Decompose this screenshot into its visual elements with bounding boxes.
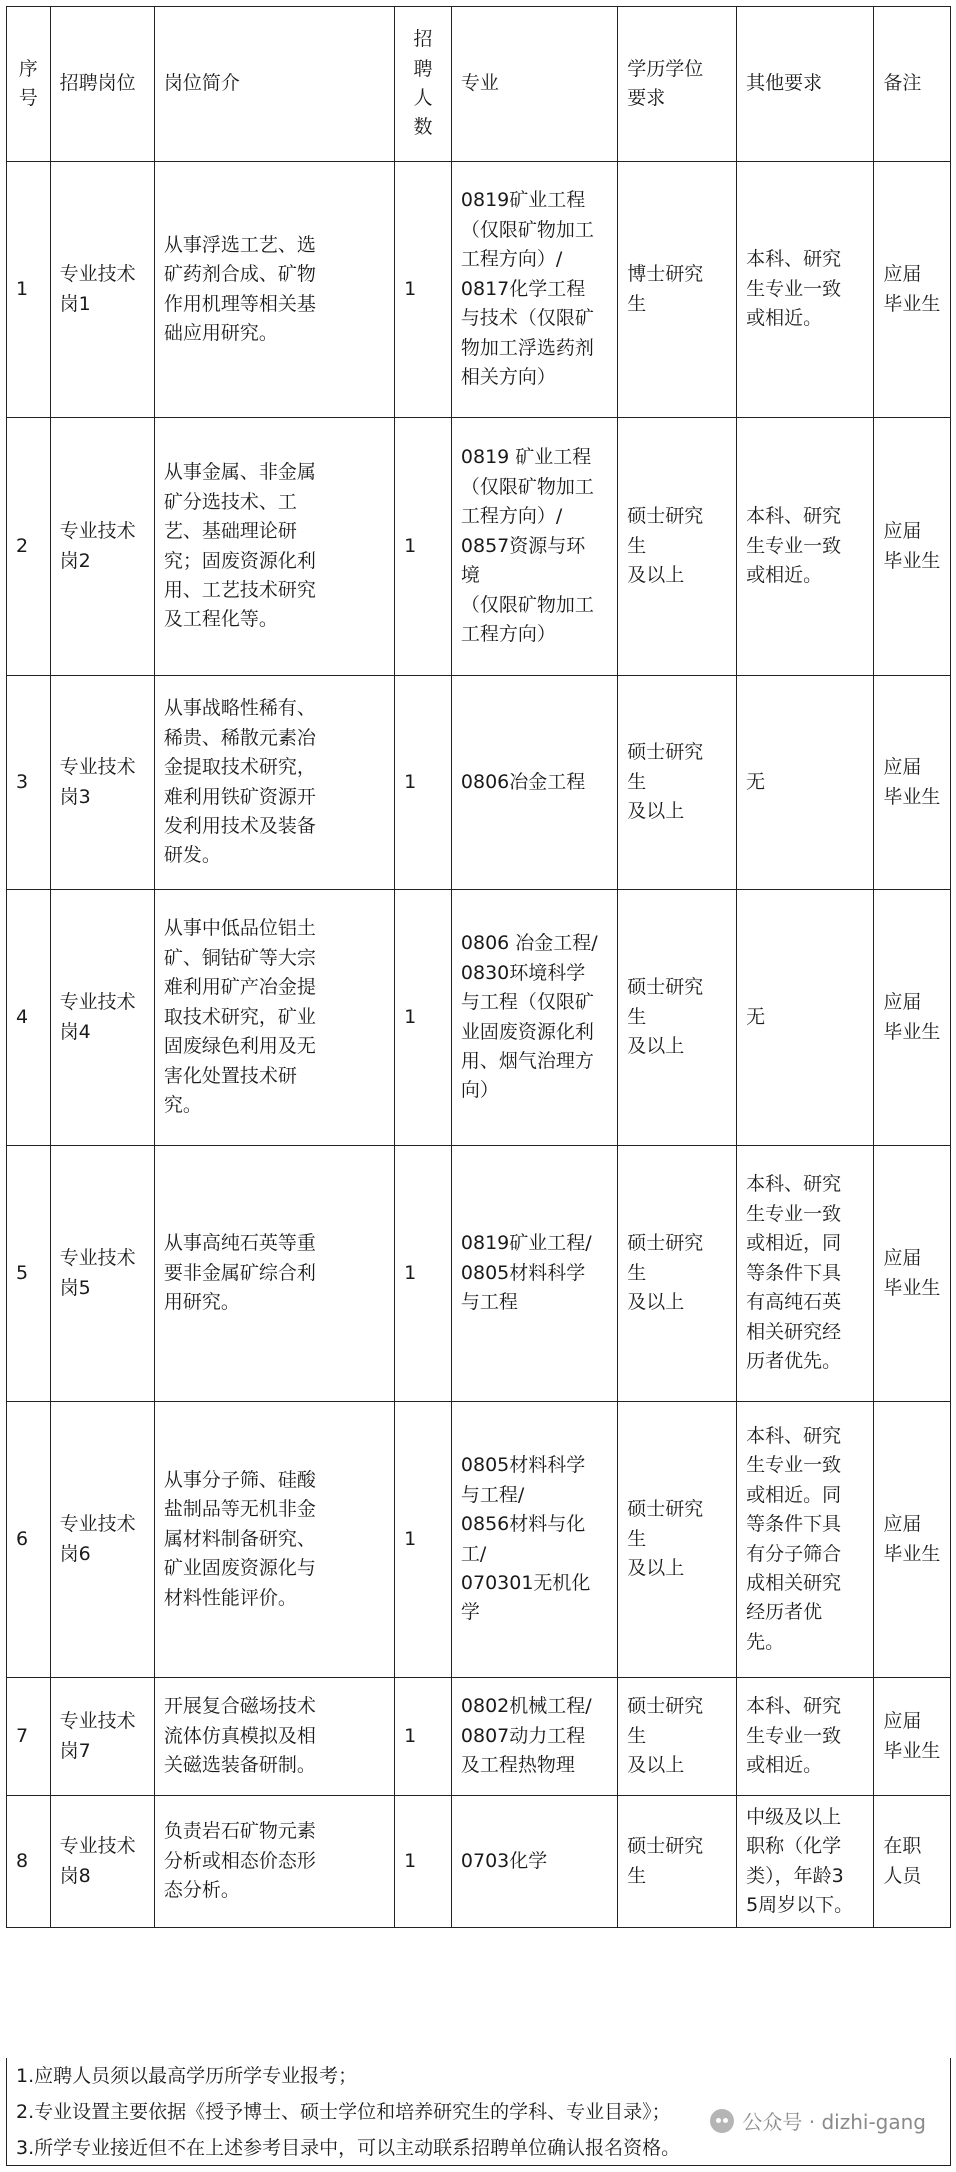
cell-seq: [7, 162, 51, 418]
table-row: [7, 162, 951, 418]
cell-intro-text: 从事浮选工艺、选 矿药剂合成、矿物 作用机理等相关基 础应用研究。: [163, 233, 316, 344]
cell-intro-text: 从事金属、非金属 矿分选技术、工 艺、基础理论研 究；固废资源化利 用、工艺技术研究 及工程化等。: [163, 461, 316, 631]
cell-degree-text: 硕士研究 生 及以上: [627, 505, 704, 587]
cell-intro-text: 从事战略性稀有、 稀贵、稀散元素冶 金提取技术研究， 难利用铁矿资源开 发利用技术及装备 研发。: [163, 697, 316, 867]
cell-degree: [618, 1402, 737, 1678]
cell-degree-text: 硕士研究 生 及以上: [627, 1232, 704, 1314]
cell-seq-text: 8: [16, 1849, 29, 1872]
cell-remark: [874, 1146, 951, 1402]
cell-degree-text: 博士研究 生: [627, 263, 704, 315]
cell-position-text: 专业技术 岗7: [59, 1710, 136, 1762]
cell-seq-text: 1: [16, 277, 29, 300]
table-row: [7, 1402, 951, 1678]
cell-count: [395, 890, 452, 1146]
header-count: 招 聘 人 数: [395, 7, 452, 162]
recruitment-table: [6, 6, 951, 1928]
header-major: 专业: [451, 7, 617, 162]
table-header-row: [7, 7, 951, 162]
cell-intro-text: 从事高纯石英等重 要非金属矿综合利 用研究。: [163, 1232, 316, 1314]
cell-count: [395, 1402, 452, 1678]
cell-count-text: 1: [404, 534, 417, 557]
cell-remark: [874, 1402, 951, 1678]
cell-major: [451, 1678, 617, 1796]
cell-major: [451, 676, 617, 890]
cell-remark-text: 应届 毕业生: [883, 1247, 941, 1299]
cell-intro: [154, 1796, 394, 1928]
cell-other-text: 中级及以上 职称（化学 类），年龄3 5周岁以下。: [746, 1805, 854, 1916]
cell-degree: [618, 1678, 737, 1796]
cell-remark-text: 应届 毕业生: [883, 1710, 941, 1762]
cell-major-text: 0819矿业工程 （仅限矿物加工 工程方向）/ 0817化学工程 与技术（仅限矿 物加工浮选药剂 相关方向）: [460, 189, 594, 389]
cell-intro: [154, 162, 394, 418]
cell-position-text: 专业技术 岗2: [59, 520, 136, 572]
cell-major: [451, 418, 617, 676]
cell-remark-text: 在职 人员: [883, 1835, 922, 1887]
cell-degree-text: 硕士研究 生: [627, 1835, 704, 1887]
cell-seq-text: 7: [16, 1724, 29, 1747]
cell-count: [395, 1678, 452, 1796]
cell-other: [737, 1796, 874, 1928]
cell-seq: [7, 1146, 51, 1402]
cell-major-text: 0802机械工程/ 0807动力工程 及工程热物理: [460, 1695, 592, 1777]
cell-other-text: 本科、研究 生专业一致 或相近。: [746, 248, 842, 330]
cell-intro-text: 开展复合磁场技术 流体仿真模拟及相 关磁选装备研制。: [163, 1695, 316, 1777]
watermark: [710, 2106, 926, 2135]
cell-intro: [154, 1146, 394, 1402]
cell-position: [50, 1402, 154, 1678]
cell-position: [50, 1146, 154, 1402]
cell-degree-text: 硕士研究 生 及以上: [627, 741, 704, 823]
cell-position-text: 专业技术 岗3: [59, 756, 136, 808]
cell-major: [451, 1146, 617, 1402]
cell-count-text: 1: [404, 1527, 417, 1550]
cell-count: [395, 162, 452, 418]
cell-degree-text: 硕士研究 生 及以上: [627, 976, 704, 1058]
wechat-icon: [710, 2109, 734, 2133]
cell-remark-text: 应届 毕业生: [883, 756, 941, 808]
cell-other-text: 本科、研究 生专业一致 或相近。同 等条件下具 有分子筛合 成相关研究 经历者优 先。: [746, 1424, 842, 1653]
table-row: [7, 676, 951, 890]
cell-degree: [618, 676, 737, 890]
cell-seq: [7, 890, 51, 1146]
cell-count-text: 1: [404, 1261, 417, 1284]
cell-position: [50, 1678, 154, 1796]
cell-remark: [874, 1796, 951, 1928]
cell-remark-text: 应届 毕业生: [883, 991, 941, 1043]
note-line: 2.专业设置主要依据《授予博士、硕士学位和培养研究生的学科、专业目录》；: [16, 2101, 671, 2123]
cell-other: [737, 1402, 874, 1678]
cell-seq-text: 5: [16, 1261, 29, 1284]
cell-position-text: 专业技术 岗5: [59, 1247, 136, 1299]
header-other: 其他要求: [737, 7, 874, 162]
cell-intro: [154, 418, 394, 676]
cell-other: [737, 1678, 874, 1796]
cell-remark: [874, 418, 951, 676]
cell-other: [737, 890, 874, 1146]
cell-other-text: 无: [746, 1005, 766, 1028]
cell-major-text: 0806冶金工程: [460, 770, 586, 793]
table-body: [7, 7, 951, 1928]
cell-seq-text: 6: [16, 1527, 29, 1550]
cell-position-text: 专业技术 岗8: [59, 1835, 136, 1887]
header-remark: 备注: [874, 7, 951, 162]
header-degree: 学历学位 要求: [618, 7, 737, 162]
cell-count: [395, 676, 452, 890]
cell-major: [451, 1796, 617, 1928]
cell-remark-text: 应届 毕业生: [883, 263, 941, 315]
cell-major-text: 0819矿业工程/ 0805材料科学 与工程: [460, 1232, 592, 1314]
table-row: [7, 1678, 951, 1796]
cell-other-text: 本科、研究 生专业一致 或相近。: [746, 1695, 842, 1777]
note-line: 3.所学专业接近但不在上述参考目录中，可以主动联系招聘单位确认报名资格。: [16, 2137, 681, 2159]
cell-other-text: 本科、研究 生专业一致 或相近。: [746, 505, 842, 587]
cell-remark: [874, 676, 951, 890]
cell-position-text: 专业技术 岗4: [59, 991, 136, 1043]
cell-other: [737, 418, 874, 676]
cell-major-text: 0805材料科学 与工程/ 0856材料与化 工/ 070301无机化 学: [460, 1454, 591, 1624]
cell-position: [50, 1796, 154, 1928]
cell-count-text: 1: [404, 277, 417, 300]
cell-position-text: 专业技术 岗1: [59, 263, 136, 315]
cell-major: [451, 890, 617, 1146]
header-intro: 岗位简介: [154, 7, 394, 162]
cell-remark: [874, 890, 951, 1146]
cell-remark-text: 应届 毕业生: [883, 1513, 941, 1565]
cell-other: [737, 162, 874, 418]
cell-remark: [874, 162, 951, 418]
cell-count-text: 1: [404, 1005, 417, 1028]
cell-major-text: 0703化学: [460, 1849, 548, 1872]
cell-count: [395, 1146, 452, 1402]
cell-intro-text: 从事中低品位铝土 矿、铜钴矿等大宗 难利用矿产冶金提 取技术研究，矿业 固废绿色利用及无 害化处置技术研 究。: [163, 917, 316, 1117]
watermark-text: 公众号 · dizhi-gang: [742, 2110, 926, 2134]
cell-other-text: 本科、研究 生专业一致 或相近，同 等条件下具 有高纯石英 相关研究经 历者优先。: [746, 1173, 842, 1373]
cell-count-text: 1: [404, 1849, 417, 1872]
cell-major-text: 0806 冶金工程/ 0830环境科学 与工程（仅限矿 业固废资源化利 用、烟气治理方 向）: [460, 932, 598, 1102]
note-line: 1.应聘人员须以最高学历所学专业报考；: [16, 2065, 358, 2087]
header-seq: 序 号: [7, 7, 51, 162]
cell-seq-text: 3: [16, 770, 29, 793]
cell-major: [451, 162, 617, 418]
table-row: [7, 1796, 951, 1928]
cell-seq: [7, 1678, 51, 1796]
table-row: [7, 1146, 951, 1402]
cell-count-text: 1: [404, 770, 417, 793]
cell-degree: [618, 890, 737, 1146]
cell-major: [451, 1402, 617, 1678]
cell-intro-text: 从事分子筛、硅酸 盐制品等无机非金 属材料制备研究、 矿业固废资源化与 材料性能评价。: [163, 1468, 316, 1609]
header-position: 招聘岗位: [50, 7, 154, 162]
cell-position: [50, 890, 154, 1146]
cell-seq: [7, 418, 51, 676]
table-row: [7, 890, 951, 1146]
cell-seq-text: 2: [16, 534, 29, 557]
cell-position-text: 专业技术 岗6: [59, 1513, 136, 1565]
cell-degree: [618, 1146, 737, 1402]
cell-remark: [874, 1678, 951, 1796]
cell-intro: [154, 890, 394, 1146]
cell-intro: [154, 676, 394, 890]
cell-seq-text: 4: [16, 1005, 29, 1028]
cell-count-text: 1: [404, 1724, 417, 1747]
cell-position: [50, 418, 154, 676]
cell-remark-text: 应届 毕业生: [883, 520, 941, 572]
cell-count: [395, 1796, 452, 1928]
cell-degree: [618, 162, 737, 418]
cell-seq: [7, 676, 51, 890]
cell-degree: [618, 418, 737, 676]
cell-intro: [154, 1402, 394, 1678]
cell-degree-text: 硕士研究 生 及以上: [627, 1695, 704, 1777]
cell-position: [50, 676, 154, 890]
cell-seq: [7, 1796, 51, 1928]
cell-other-text: 无: [746, 770, 766, 793]
cell-other: [737, 676, 874, 890]
table-row: [7, 418, 951, 676]
cell-seq: [7, 1402, 51, 1678]
cell-intro: [154, 1678, 394, 1796]
cell-position: [50, 162, 154, 418]
cell-other: [737, 1146, 874, 1402]
cell-intro-text: 负责岩石矿物元素 分析或相态价态形 态分析。: [163, 1820, 316, 1902]
cell-major-text: 0819 矿业工程 （仅限矿物加工 工程方向）/ 0857资源与环 境 （仅限矿物加工 工程方向）: [460, 446, 594, 646]
cell-degree: [618, 1796, 737, 1928]
cell-count: [395, 418, 452, 676]
cell-degree-text: 硕士研究 生 及以上: [627, 1498, 704, 1580]
